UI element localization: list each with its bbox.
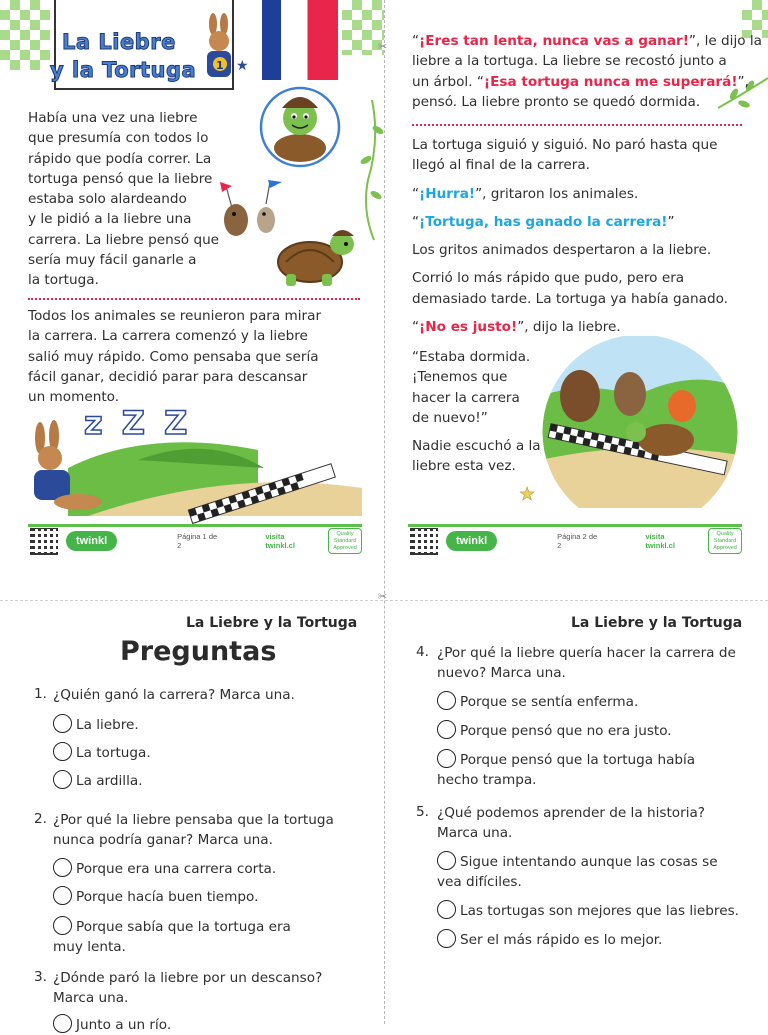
radio-circle-icon[interactable] <box>437 929 456 948</box>
answer-option[interactable]: La tortuga. <box>53 742 151 763</box>
answer-option[interactable]: Porque pensó que la tortuga había hecho trampa. <box>437 749 695 791</box>
question-number: 2. <box>34 811 47 827</box>
answer-option[interactable]: La liebre. <box>53 714 139 735</box>
answer-option[interactable]: Las tortugas son mejores que las liebres. <box>437 900 739 921</box>
hare-mascot-icon <box>196 14 244 88</box>
title-line-1: La Liebre <box>62 30 176 54</box>
question-number: 3. <box>34 969 47 985</box>
radio-circle-icon[interactable] <box>53 916 72 935</box>
radio-circle-icon[interactable] <box>53 742 72 761</box>
question-number: 1. <box>34 686 47 702</box>
questions-title: Preguntas <box>120 636 277 667</box>
twinkl-logo: twinkl <box>66 531 117 551</box>
vine-decoration-icon <box>358 100 386 240</box>
footer-page-2 <box>408 524 742 554</box>
title-line-2: y la Tortuga <box>50 58 197 82</box>
question-1-text: ¿Quién ganó la carrera? Marca una. <box>53 687 295 703</box>
page-number: Página 2 de 2 <box>557 531 598 550</box>
question-number: 5. <box>416 804 429 820</box>
quality-badge-icon: Quality Standard Approved <box>708 528 742 554</box>
visit-link[interactable]: visita twinkl.cl <box>645 531 675 550</box>
scissors-icon: ✂ <box>378 590 388 603</box>
qr-code-icon <box>410 527 438 555</box>
scissors-icon: ✂ <box>378 40 388 53</box>
radio-circle-icon[interactable] <box>53 886 72 905</box>
turtle-portrait-icon <box>246 86 354 168</box>
section-divider-dotted <box>28 298 360 300</box>
visit-link[interactable]: visita twinkl.cl <box>265 531 295 550</box>
radio-circle-icon[interactable] <box>437 900 456 919</box>
radio-circle-icon[interactable] <box>53 770 72 789</box>
story-paragraph-1: Había una vez una liebre que presumía con todos lo rápido que podía correr. La tortuga pensó que la liebre estaba solo alardeando y le pidió a la liebre una carrera. La liebre pensó que sería muy fácil ganarle a la tortuga. <box>28 110 220 289</box>
story-paragraph-5: “Estaba dormida. ¡Tenemos que hacer la carrera de nuevo!” Nadie escuchó a la liebre esta vez. <box>412 349 541 475</box>
quality-badge-icon: Quality Standard Approved <box>328 528 362 554</box>
sleep-z-letters: z Z Z <box>84 404 192 442</box>
qr-code-icon <box>30 527 58 555</box>
twinkl-logo: twinkl <box>446 531 497 551</box>
svg-text:1: 1 <box>216 59 224 72</box>
radio-circle-icon[interactable] <box>437 749 456 768</box>
section-divider-dotted <box>412 124 742 126</box>
page-number: Página 1 de 2 <box>177 531 218 550</box>
page-divider-vertical <box>384 0 385 1024</box>
radio-circle-icon[interactable] <box>53 858 72 877</box>
answer-option[interactable]: Junto a un río. <box>53 1014 171 1035</box>
story-paragraph-2: Todos los animales se reunieron para mirar la carrera. La carrera comenzó y la liebre salió muy rápido. Como pensaba que sería fácil ganar, decidió parar para descansar un momento. <box>28 308 322 406</box>
page-divider-horizontal <box>0 600 768 601</box>
star-icon: ★ <box>236 58 249 74</box>
answer-option[interactable]: Ser el más rápido es lo mejor. <box>437 929 662 950</box>
radio-circle-icon[interactable] <box>437 851 456 870</box>
checker-pattern-left <box>0 0 50 70</box>
radio-circle-icon[interactable] <box>437 691 456 710</box>
answer-option[interactable]: Porque hacía buen tiempo. <box>53 886 258 907</box>
question-3-text: ¿Dónde paró la liebre por un descanso? Marca una. <box>53 970 323 1007</box>
footer-page-1 <box>28 524 362 554</box>
walking-turtle-icon <box>268 218 360 290</box>
answer-option[interactable]: Porque era una carrera corta. <box>53 858 276 879</box>
sleeping-hare-scene-icon <box>28 408 362 516</box>
radio-circle-icon[interactable] <box>437 720 456 739</box>
question-2-text: ¿Por qué la liebre pensaba que la tortuga nunca podría ganar? Marca una. <box>53 812 334 849</box>
star-icon: ★ <box>519 484 536 505</box>
radio-circle-icon[interactable] <box>53 714 72 733</box>
answer-option[interactable]: Porque se sentía enferma. <box>437 691 638 712</box>
story-paragraph-3: “¡Eres tan lenta, nunca vas a ganar!”, le dijo la liebre a la tortuga. La liebre se recostó junto a un árbol. “¡Esa tortuga nunca me superará!”, pensó. La liebre pronto se quedó dormida. <box>412 33 762 110</box>
story-paragraph-4: La tortuga siguió y siguió. No paró hasta que llegó al final de la carrera. “¡Hurra!”, gritaron los animales. “¡Tortuga, has ganado la carrera!” Los gritos animados despertaron a la liebre. Corrió lo más rápido que pudo, pero era demasiado tarde. La tortuga ya había ganado. “¡No es justo!”, dijo la liebre. <box>412 137 728 336</box>
finish-line-scene-icon <box>516 336 746 508</box>
answer-option[interactable]: La ardilla. <box>53 770 143 791</box>
worksheet-header-right: La Liebre y la Tortuga <box>571 615 743 631</box>
radio-circle-icon[interactable] <box>53 1014 72 1033</box>
question-number: 4. <box>416 644 429 660</box>
answer-option[interactable]: Porque sabía que la tortuga era muy lenta. <box>53 916 291 958</box>
answer-option[interactable]: Sigue intentando aunque las cosas se vea difíciles. <box>437 851 718 893</box>
answer-option[interactable]: Porque pensó que no era justo. <box>437 720 672 741</box>
question-5-text: ¿Qué podemos aprender de la historia? Marca una. <box>437 805 706 842</box>
question-4-text: ¿Por qué la liebre quería hacer la carrera de nuevo? Marca una. <box>437 645 736 682</box>
worksheet-header-left: La Liebre y la Tortuga <box>186 615 358 631</box>
flag-stripes <box>262 0 338 80</box>
